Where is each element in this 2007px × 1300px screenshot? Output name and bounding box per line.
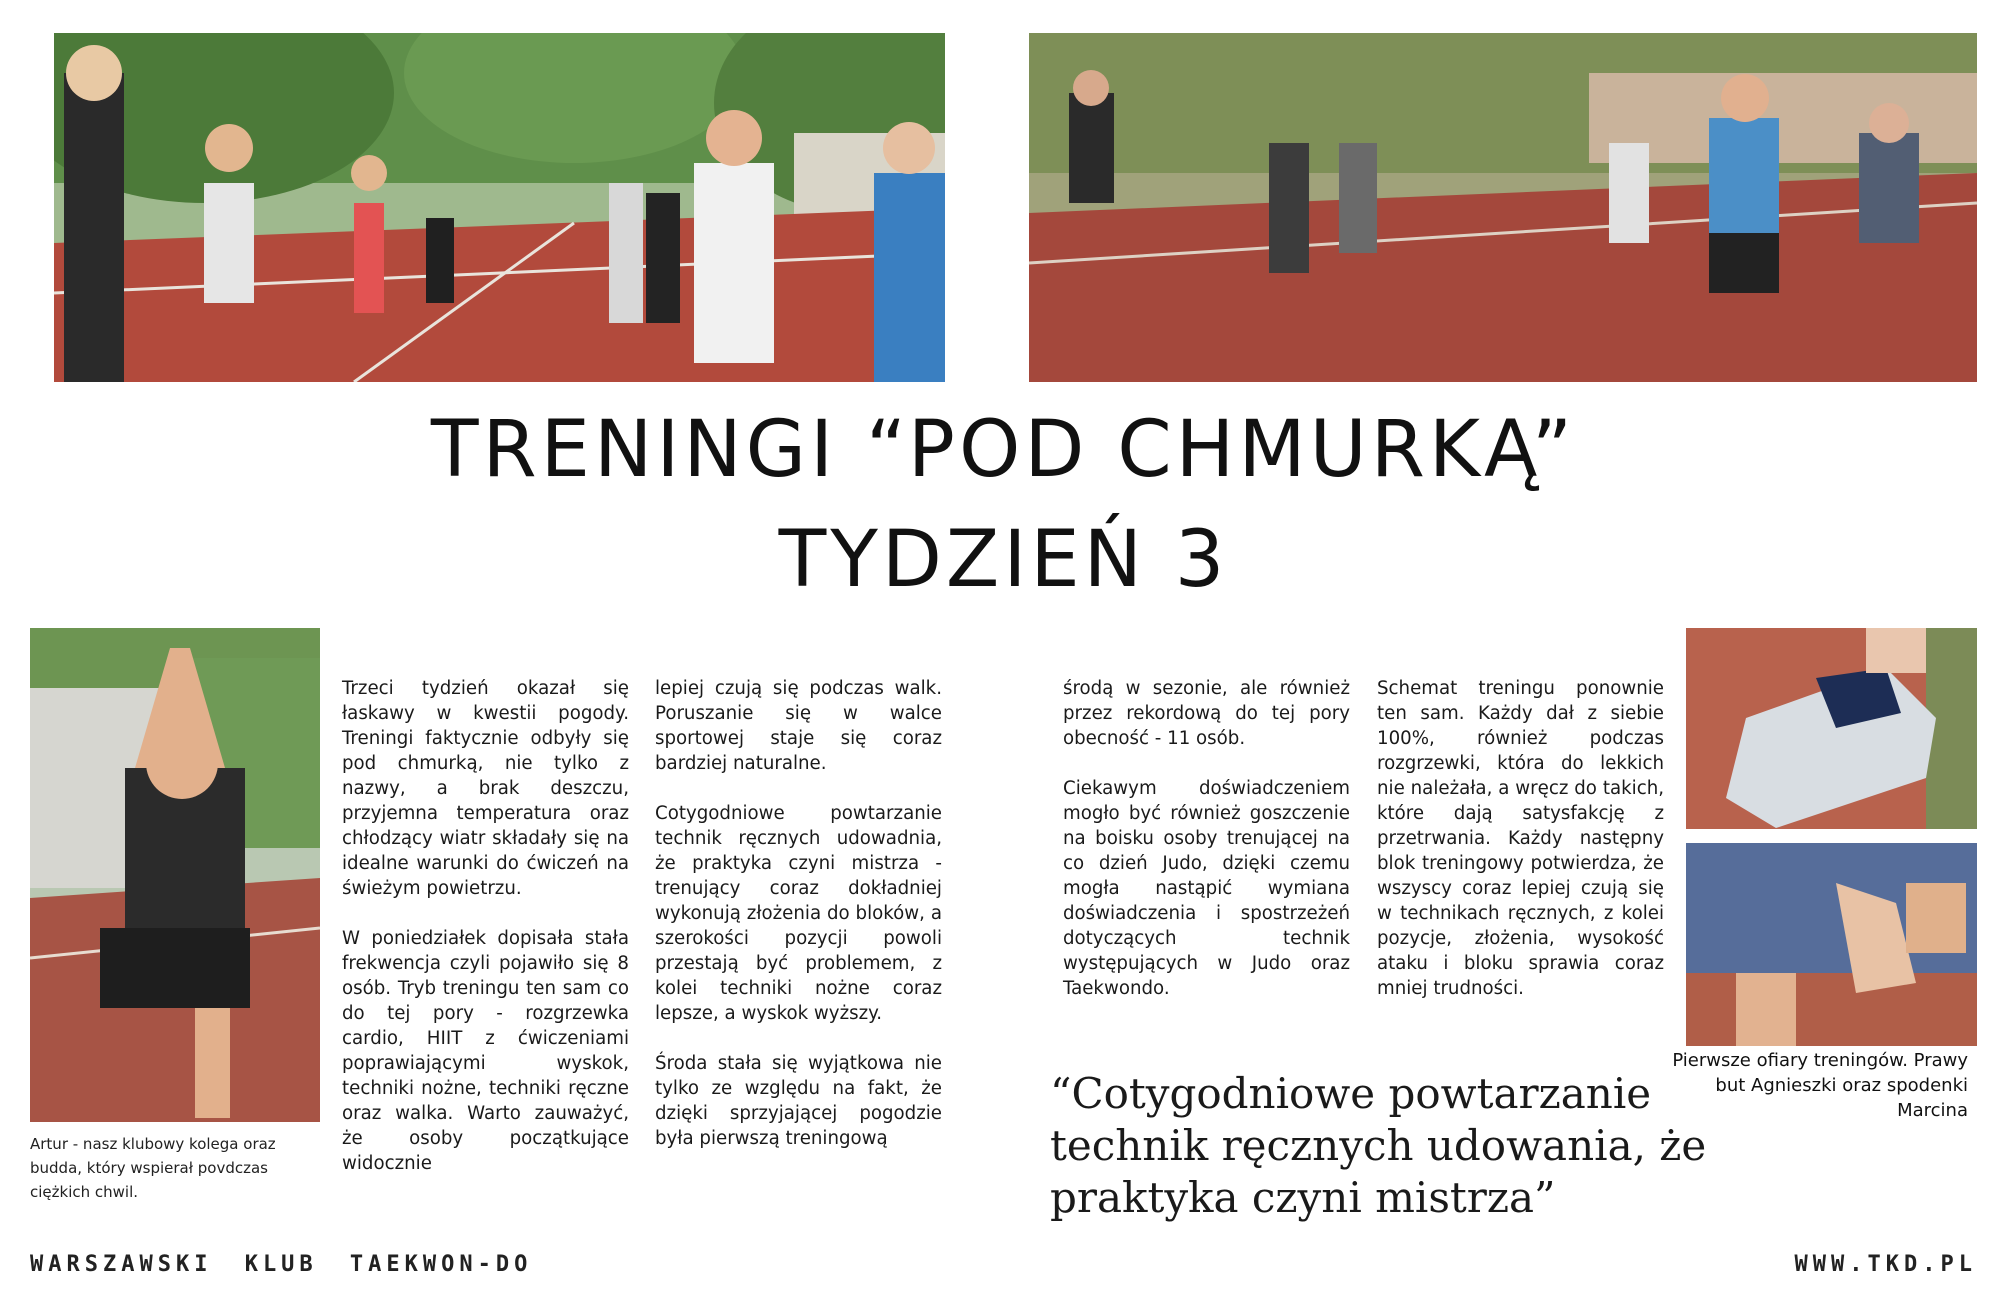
group-warmup-photo (54, 33, 945, 382)
title-line-1: TRENINGI “POD CHMURKĄ” (430, 405, 1577, 495)
torn-shoe-photo (1686, 628, 1977, 829)
paragraph: W poniedziałek dopisała stała frekwencja czyli pojawiło się 8 osób. Tryb treningu ten sam co do tej pory - rozgrzewka cardio, HIIT z ćwiczeniami poprawiającymi wyskok, techniki nożne, techniki ręczne oraz walka. Warto zauważyć, że osoby początkujące widocznie (342, 928, 629, 1174)
torn-shorts-photo (1686, 843, 1977, 1046)
footer-website: WWW.TKD.PL (1794, 1252, 1977, 1277)
paragraph: Cotygodniowe powtarzanie technik ręcznych udowadnia, że praktyka czyni mistrza - trenujący coraz dokładniej wykonują złożenia do bloków, a szerokości pozycji powoli przestają być problemem, z kolei techniki nożne coraz lepsze, a wyskok wyższy. (655, 803, 942, 1024)
article-column-1 (342, 676, 629, 1201)
pull-quote: “Cotygodniowe powtarzanie technik ręcznych udowania, że praktyka czyni mistrza” (1050, 1069, 1707, 1222)
page-title (0, 395, 2007, 615)
paragraph: Środa stała się wyjątkowa nie tylko ze względu na fakt, że dzięki sprzyjającej pogodzie była pierwszą treningową (655, 1053, 942, 1149)
photo-caption-left: Artur - nasz klubowy kolega oraz budda, który wspierał povdczas ciężkich chwil. (30, 1135, 276, 1201)
footer-club-name: WARSZAWSKI KLUB TAEKWON-DO (30, 1252, 533, 1277)
artur-pose-photo (30, 628, 320, 1122)
article-column-2 (655, 676, 942, 1176)
photo-caption-right: Pierwsze ofiary treningów. Prawy but Agnieszki oraz spodenki Marcina (1672, 1050, 1968, 1121)
article-column-4 (1377, 676, 1664, 1026)
article-column-3 (1063, 676, 1350, 1026)
paragraph: Schemat treningu ponownie ten sam. Każdy dał z siebie 100%, również podczas rozgrzewki, która do lekkich nie należała, a wręcz do takich, które dają satysfakcję z przetrwania. Każdy następny blok treningowy potwierdza, że wszyscy coraz lepiej czują się w technikach ręcznych, z kolei pozycje, złożenia, wysokość ataku i bloku sprawia coraz mniej trudności. (1377, 678, 1664, 999)
paragraph: Ciekawym doświadczeniem mogło być również goszczenie na boisku osoby trenującej na co dzień Judo, dzięki czemu mogła nastąpić wymiana doświadczenia i spostrzeżeń dotyczących technik występujących w Judo oraz Taekwondo. (1063, 778, 1350, 999)
title-line-2: TYDZIEŃ 3 (778, 515, 1229, 605)
paragraph: lepiej czują się podczas walk. Poruszanie się w walce sportowej staje się coraz bardziej naturalne. (655, 678, 942, 774)
paragraph: środą w sezonie, ale również przez rekordową do tej pory obecność - 11 osób. (1063, 678, 1350, 749)
running-drill-photo (1029, 33, 1977, 382)
paragraph: Trzeci tydzień okazał się łaskawy w kwestii pogody. Treningi faktycznie odbyły się pod chmurką, nie tylko z nazwy, a brak deszczu, przyjemna temperatura oraz chłodzący wiatr składały się na idealne warunki do ćwiczeń na świeżym powietrzu. (342, 678, 629, 899)
